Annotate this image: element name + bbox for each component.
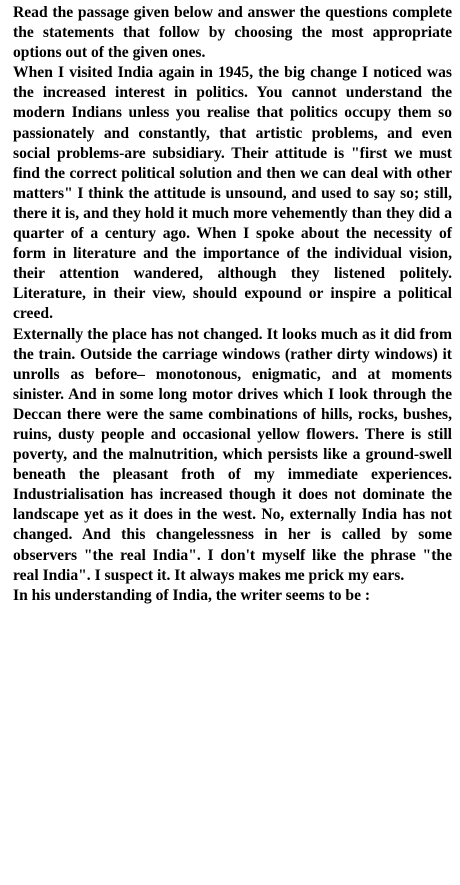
question-text: In his understanding of India, the writer seems to be :	[13, 586, 371, 604]
instruction-text: Read the passage given below and answer the questions complete the statements that follow by choosing the most appropriate options out of the given ones.	[13, 4, 452, 62]
passage-paragraph-2: Externally the place has not changed. It looks much as it did from the train. Outside the carriage windows (rather dirty windows) it unrolls as before– monotonous, enigmatic, and at moments sinister. And in some long motor drives which I look through the Deccan there were the same combinations of hills, rocks, bushes, ruins, dusty people and occasional yellow flowers. There is still poverty, and the malnutrition, which persists like a ground-swell beneath the pleasant froth of my immediate experiences. Industrialisation has increased though it does not dominate the landscape yet as it does in the west. No, externally India has not changed. And this changelessness in her is called by some observers "the real India". I don't myself like the phrase "the real India". I suspect it. It always makes me prick my ears.	[13, 325, 452, 584]
passage-paragraph-1: When I visited India again in 1945, the big change I noticed was the increased interest in politics. You cannot understand the modern Indians unless you realise that politics occupy them so passionately and constantly, that artistic problems, and even social problems-are subsidiary. Their attitude is "first we must find the correct political solution and then we can deal with other matters" I think the attitude is unsound, and used to say so; still, there it is, and they hold it much more vehemently than they did a quarter of a century ago. When I spoke about the necessity of form in literature and the importance of the individual vision, their attention wandered, although they listened politely. Literature, in their view, should expound or inspire a political creed.	[13, 64, 452, 323]
